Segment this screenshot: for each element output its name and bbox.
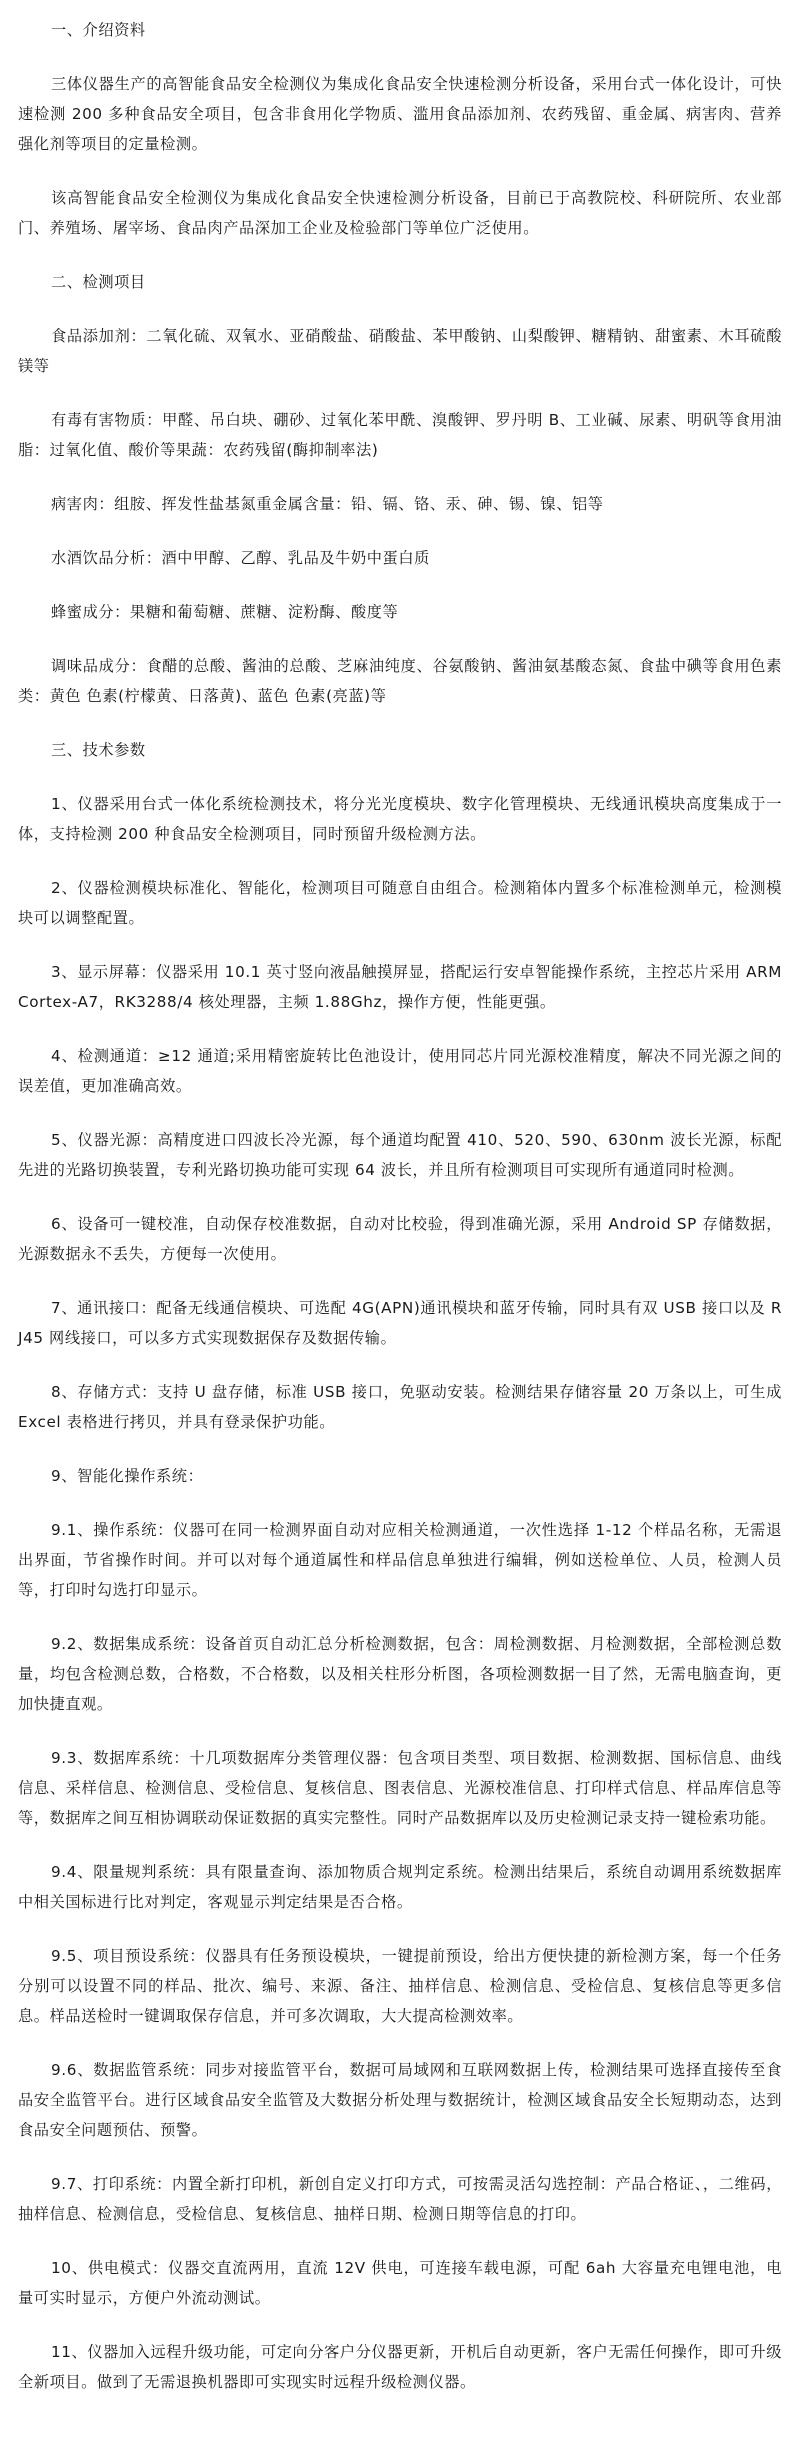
paragraph: 9、智能化操作系统：	[51, 1467, 204, 1485]
paragraph: 1、仪器采用台式一体化系统检测技术，将分光光度模块、数字化管理模块、无线通讯模块高度集成于一体，支持检测 200 种食品安全检测项目，同时预留升级检测方法。	[18, 795, 782, 843]
paragraph: 9.6、数据监管系统：同步对接监管平台，数据可局域网和互联网数据上传，检测结果可选择直接传至食品安全监管平台。进行区域食品安全监管及大数据分析处理与数据统计，检测区域食品安全长短期动态，达到食品安全问题预估、预警。	[18, 2061, 782, 2139]
paragraph: 9.3、数据库系统：十几项数据库分类管理仪器：包含项目类型、项目数据、检测数据、国标信息、曲线信息、采样信息、检测信息、受检信息、复核信息、图表信息、光源校准信息、打印样式信息、样品库信息等等，数据库之间互相协调联动保证数据的真实完整性。同时产品数据库以及历史检测记录支持一键检索功能。	[18, 1749, 782, 1827]
paragraph: 6、设备可一键校准，自动保存校准数据，自动对比校验，得到准确光源，采用 Android SP 存储数据，光源数据永不丢失，方便每一次使用。	[18, 1215, 782, 1263]
paragraph: 病害肉：组胺、挥发性盐基氮重金属含量：铅、镉、铬、汞、砷、锡、镍、铝等	[51, 495, 604, 513]
section-detection-items	[18, 267, 782, 711]
paragraph: 9.5、项目预设系统：仪器具有任务预设模块，一键提前预设，给出方便快捷的新检测方案，每一个任务分别可以设置不同的样品、批次、编号、来源、备注、抽样信息、检测信息、受检信息、复核信息等更多信息。样品送检时一键调取保存信息，并可多次调取，大大提高检测效率。	[18, 1947, 782, 2025]
paragraph: 9.7、打印系统：内置全新打印机，新创自定义打印方式，可按需灵活勾选控制：产品合格证、，二维码，抽样信息、检测信息，受检信息、复核信息、抽样日期、检测日期等信息的打印。	[18, 2175, 782, 2223]
paragraph: 7、通讯接口：配备无线通信模块、可选配 4G(APN)通讯模块和蓝牙传输，同时具有双 USB 接口以及 RJ45 网线接口，可以多方式实现数据保存及数据传输。	[18, 1299, 782, 1347]
paragraph: 调味品成分：食醋的总酸、酱油的总酸、芝麻油纯度、谷氨酸钠、酱油氨基酸态氮、食盐中碘等食用色素类：黄色 色素(柠檬黄、日落黄)、蓝色 色素(亮蓝)等	[18, 657, 782, 705]
section-heading: 二、检测项目	[51, 273, 146, 291]
paragraph: 三体仪器生产的高智能食品安全检测仪为集成化食品安全快速检测分析设备，采用台式一体化设计，可快速检测 200 多种食品安全项目，包含非食用化学物质、滥用食品添加剂、农药残留、重金属、病害肉、营养强化剂等项目的定量检测。	[18, 75, 782, 153]
paragraph: 11、仪器加入远程升级功能，可定向分客户分仪器更新，开机后自动更新，客户无需任何操作，即可升级全新项目。做到了无需退换机器即可实现实时远程升级检测仪器。	[18, 2343, 782, 2391]
section-heading: 一、介绍资料	[51, 21, 146, 39]
section-introduction	[18, 15, 782, 243]
section-heading: 三、技术参数	[51, 741, 146, 759]
paragraph: 蜂蜜成分：果糖和葡萄糖、蔗糖、淀粉酶、酸度等	[51, 603, 399, 621]
paragraph: 水酒饮品分析：酒中甲醇、乙醇、乳品及牛奶中蛋白质	[51, 549, 430, 567]
paragraph: 5、仪器光源：高精度进口四波长冷光源，每个通道均配置 410、520、590、630nm 波长光源，标配先进的光路切换装置，专利光路切换功能可实现 64 波长，并且所有检测项目可实现所有通道同时检测。	[18, 1131, 782, 1179]
paragraph: 有毒有害物质：甲醛、吊白块、硼砂、过氧化苯甲酰、溴酸钾、罗丹明 B、工业碱、尿素、明矾等食用油脂：过氧化值、酸价等果蔬：农药残留(酶抑制率法)	[18, 411, 782, 459]
paragraph: 食品添加剂：二氧化硫、双氧水、亚硝酸盐、硝酸盐、苯甲酸钠、山梨酸钾、糖精钠、甜蜜素、木耳硫酸镁等	[18, 327, 782, 375]
paragraph: 4、检测通道：≥12 通道;采用精密旋转比色池设计，使用同芯片同光源校准精度，解决不同光源之间的误差值，更加准确高效。	[18, 1047, 782, 1095]
section-technical-parameters	[18, 735, 782, 2397]
paragraph: 该高智能食品安全检测仪为集成化食品安全快速检测分析设备，目前已于高教院校、科研院所、农业部门、养殖场、屠宰场、食品肉产品深加工企业及检验部门等单位广泛使用。	[18, 189, 782, 237]
paragraph: 9.1、操作系统：仪器可在同一检测界面自动对应相关检测通道，一次性选择 1-12 个样品名称，无需退出界面，节省操作时间。并可以对每个通道属性和样品信息单独进行编辑，例如送检单位、人员，检测人员等，打印时勾选打印显示。	[18, 1521, 782, 1599]
paragraph: 10、供电模式：仪器交直流两用，直流 12V 供电，可连接车载电源，可配 6ah 大容量充电锂电池，电量可实时显示，方便户外流动测试。	[18, 2259, 782, 2307]
paragraph: 3、显示屏幕：仪器采用 10.1 英寸竖向液晶触摸屏显，搭配运行安卓智能操作系统，主控芯片采用 ARM Cortex-A7，RK3288/4 核处理器，主频 1.88Ghz，操作方便，性能更强。	[18, 963, 782, 1011]
paragraph: 8、存储方式：支持 U 盘存储，标准 USB 接口，免驱动安装。检测结果存储容量 20 万条以上，可生成 Excel 表格进行拷贝，并具有登录保护功能。	[18, 1383, 782, 1431]
paragraph: 9.4、限量规判系统：具有限量查询、添加物质合规判定系统。检测出结果后，系统自动调用系统数据库中相关国标进行比对判定，客观显示判定结果是否合格。	[18, 1863, 782, 1911]
paragraph: 2、仪器检测模块标准化、智能化，检测项目可随意自由组合。检测箱体内置多个标准检测单元，检测模块可以调整配置。	[18, 879, 782, 927]
paragraph: 9.2、数据集成系统：设备首页自动汇总分析检测数据，包含：周检测数据、月检测数据，全部检测总数量，均包含检测总数，合格数，不合格数，以及相关柱形分析图，各项检测数据一目了然，无需电脑查询，更加快捷直观。	[18, 1635, 782, 1713]
